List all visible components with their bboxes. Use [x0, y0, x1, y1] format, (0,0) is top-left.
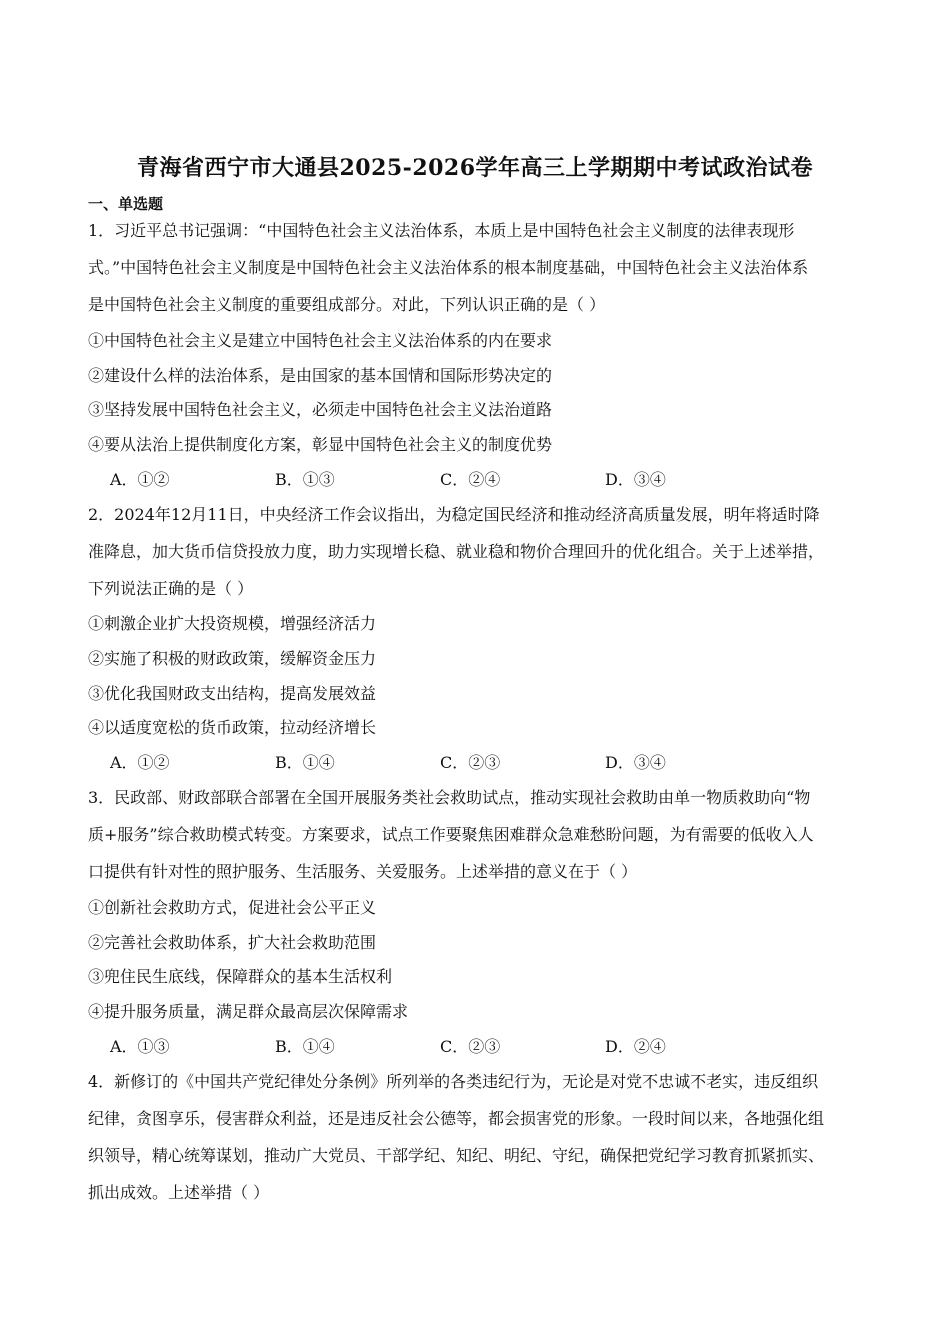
q2-item-3: ③优化我国财政支出结构，提高发展效益: [88, 684, 377, 703]
q1-option-c[interactable]: C．②④: [440, 470, 501, 489]
q2-stem-line-2: 准降息，加大货币信贷投放力度，助力实现增长稳、就业稳和物价合理回升的优化组合。关于上述举措，: [88, 542, 825, 561]
q3-item-4: ④提升服务质量，满足群众最高层次保障需求: [88, 1002, 409, 1021]
q3-item-1: ①创新社会救助方式，促进社会公平正义: [88, 898, 377, 917]
q1-item-3: ③坚持发展中国特色社会主义，必须走中国特色社会主义法治道路: [88, 400, 553, 419]
q3-stem-line-2: 质+服务”综合救助模式转变。方案要求，试点工作要聚焦困难群众急难愁盼问题，为有需要的低收入人: [88, 825, 814, 844]
q1-item-2: ②建设什么样的法治体系，是由国家的基本国情和国际形势决定的: [88, 366, 553, 385]
q2-stem-line-1: 2．2024年12月11日，中央经济工作会议指出，为稳定国民经济和推动经济高质量发展，明年将适时降: [88, 505, 820, 524]
q3-stem-line-3: 口提供有针对性的照护服务、生活服务、关爱服务。上述举措的意义在于（ ）: [88, 862, 638, 881]
q3-option-b[interactable]: B．①④: [275, 1037, 335, 1056]
q3-option-a[interactable]: A．①③: [110, 1037, 170, 1056]
q1-option-b[interactable]: B．①③: [275, 470, 335, 489]
q2-options: [110, 750, 770, 773]
q1-stem-line-3: 是中国特色社会主义制度的重要组成部分。对此，下列认识正确的是（ ）: [88, 295, 606, 314]
q3-option-d[interactable]: D．②④: [605, 1037, 666, 1056]
q1-option-a[interactable]: A．①②: [110, 470, 170, 489]
q3-stem-line-1: 3．民政部、财政部联合部署在全国开展服务类社会救助试点，推动实现社会救助由单一物质救助向“物: [88, 788, 811, 807]
q2-item-4: ④以适度宽松的货币政策，拉动经济增长: [88, 718, 377, 737]
q3-option-c[interactable]: C．②③: [440, 1037, 501, 1056]
q1-option-d[interactable]: D．③④: [605, 470, 666, 489]
exam-title: 青海省西宁市大通县2025-2026学年高三上学期期中考试政治试卷: [136, 155, 814, 181]
q2-item-1: ①刺激企业扩大投资规模，增强经济活力: [88, 614, 377, 633]
q4-stem-line-1: 4．新修订的《中国共产党纪律处分条例》所列举的各类违纪行为，无论是对党不忠诚不老实，违反组织: [88, 1072, 819, 1091]
q1-item-1: ①中国特色社会主义是建立中国特色社会主义法治体系的内在要求: [88, 331, 553, 350]
q4-stem-line-3: 织领导，精心统筹谋划，推动广大党员、干部学纪、知纪、明纪、守纪，确保把党纪学习教育抓紧抓实、: [88, 1146, 825, 1165]
section-heading: 一、单选题: [88, 195, 164, 213]
q1-stem-line-2: 式。”中国特色社会主义制度是中国特色社会主义法治体系的根本制度基础，中国特色社会主义法治体系: [88, 258, 809, 277]
q2-item-2: ②实施了积极的财政政策，缓解资金压力: [88, 649, 377, 668]
q4-stem-line-4: 抓出成效。上述举措（ ）: [88, 1183, 270, 1202]
q2-option-b[interactable]: B．①④: [275, 753, 335, 772]
q2-option-d[interactable]: D．③④: [605, 753, 666, 772]
q2-stem-line-3: 下列说法正确的是（ ）: [88, 579, 254, 598]
q1-options: [110, 467, 770, 490]
q1-item-4: ④要从法治上提供制度化方案，彰显中国特色社会主义的制度优势: [88, 435, 553, 454]
q4-stem-line-2: 纪律，贪图享乐，侵害群众利益，还是违反社会公德等，都会损害党的形象。一段时间以来，各地强化组: [88, 1109, 825, 1128]
q2-option-c[interactable]: C．②③: [440, 753, 501, 772]
q3-item-3: ③兜住民生底线，保障群众的基本生活权利: [88, 967, 393, 986]
q1-stem-line-1: 1．习近平总书记强调：“中国特色社会主义法治体系，本质上是中国特色社会主义制度的法律表现形: [88, 221, 795, 240]
q2-option-a[interactable]: A．①②: [110, 753, 170, 772]
q3-item-2: ②完善社会救助体系，扩大社会救助范围: [88, 933, 377, 952]
q3-options: [110, 1034, 770, 1057]
